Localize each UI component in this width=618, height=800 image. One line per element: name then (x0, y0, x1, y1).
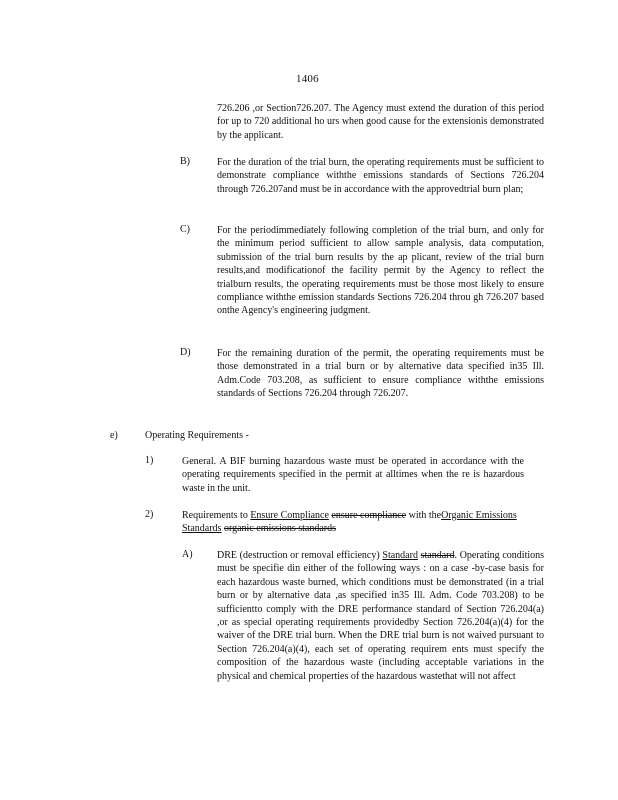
item-2-label: 2) (145, 509, 154, 520)
page-number: 1406 (296, 73, 319, 85)
item-2a-text-post: . Operating conditions must be specifie din either of the following ways : on a case -by-case basis for each hazardous waste burned, which conditions must be demonstrated (in a trial burn or by alternative data ,as specified in35 Ill. Adm. Code 703.208) to be sufficientto comply with the DRE performance standard of Section 726.204(a) ,or as special operating requirements providedby Section 726.204(a)(4) for the waiver of the DRE trial burn. When the DRE trial burn is not waived pursuant to Section 726.204(a)(4), each set of operating requirem ents must specify the composition of the hazardous waste (including acceptable variations in the physical and chemical properties of the hazardous wastethat will not affect (217, 550, 545, 682)
item-2-text (182, 509, 530, 536)
intro-paragraph: 726.206 ,or Section726.207. The Agency must extend the duration of this period for up to 720 additional ho urs when good cause for the extensionis demonstrated by the applicant. (217, 103, 544, 141)
item-b-label: B) (180, 156, 190, 167)
item-1-label: 1) (145, 455, 154, 466)
item-d-label: D) (180, 347, 191, 358)
item-d-text: For the remaining duration of the permit, the operating requirements must be those demonstrated in a trial burn or by alternative data specified in35 Ill. Adm.Code 703.208, as sufficient to ensure compliance withthe emissions standards of Sections 726.204 through 726.207. (217, 348, 544, 400)
item-c-text: For the periodimmediately following completion of the trial burn, and only for the minimum period sufficient to allow sample analysis, data computation, submission of the trial burn results by the ap plicant, review of the trial burn results,and modificationof the facility permit by the Agency to reflect the trialburn results, the operating requirements must be those most likely to ensure compliance withthe emission standards Sections 726.204 throu gh 726.207 based onthe Agency's engineering judgment. (217, 225, 544, 317)
item-2a-label: A) (182, 549, 193, 560)
section-e-label: e) (110, 430, 118, 441)
item-2-text-mid: with the (408, 510, 442, 521)
item-c-label: C) (180, 224, 190, 235)
item-2a-text (217, 549, 544, 683)
inserted-text: Ensure Compliance (250, 510, 329, 521)
section-e-heading: Operating Requirements - (145, 430, 249, 441)
inserted-text: Standard (382, 550, 418, 561)
deleted-text: standard (420, 550, 455, 561)
item-2-text-pre: Requirements to (182, 510, 248, 521)
deleted-text: ensure compliance (331, 510, 407, 521)
inserted-text: Organic Emissions Standards (182, 510, 517, 535)
deleted-text: organic emissions standards (223, 523, 336, 535)
item-2a-text-pre: DRE (destruction or removal efficiency) (217, 550, 380, 561)
item-1-text: General. A BIF burning hazardous waste must be operated in accordance with the operating requirements specified in the permit at alltimes when the re is hazardous waste in the unit. (182, 456, 524, 494)
item-b-text: For the duration of the trial burn, the operating requirements must be sufficient to demonstrate compliance withthe emissions standards of Sections 726.204 through 726.207and must be in accordance with the approvedtrial burn plan; (217, 157, 544, 195)
